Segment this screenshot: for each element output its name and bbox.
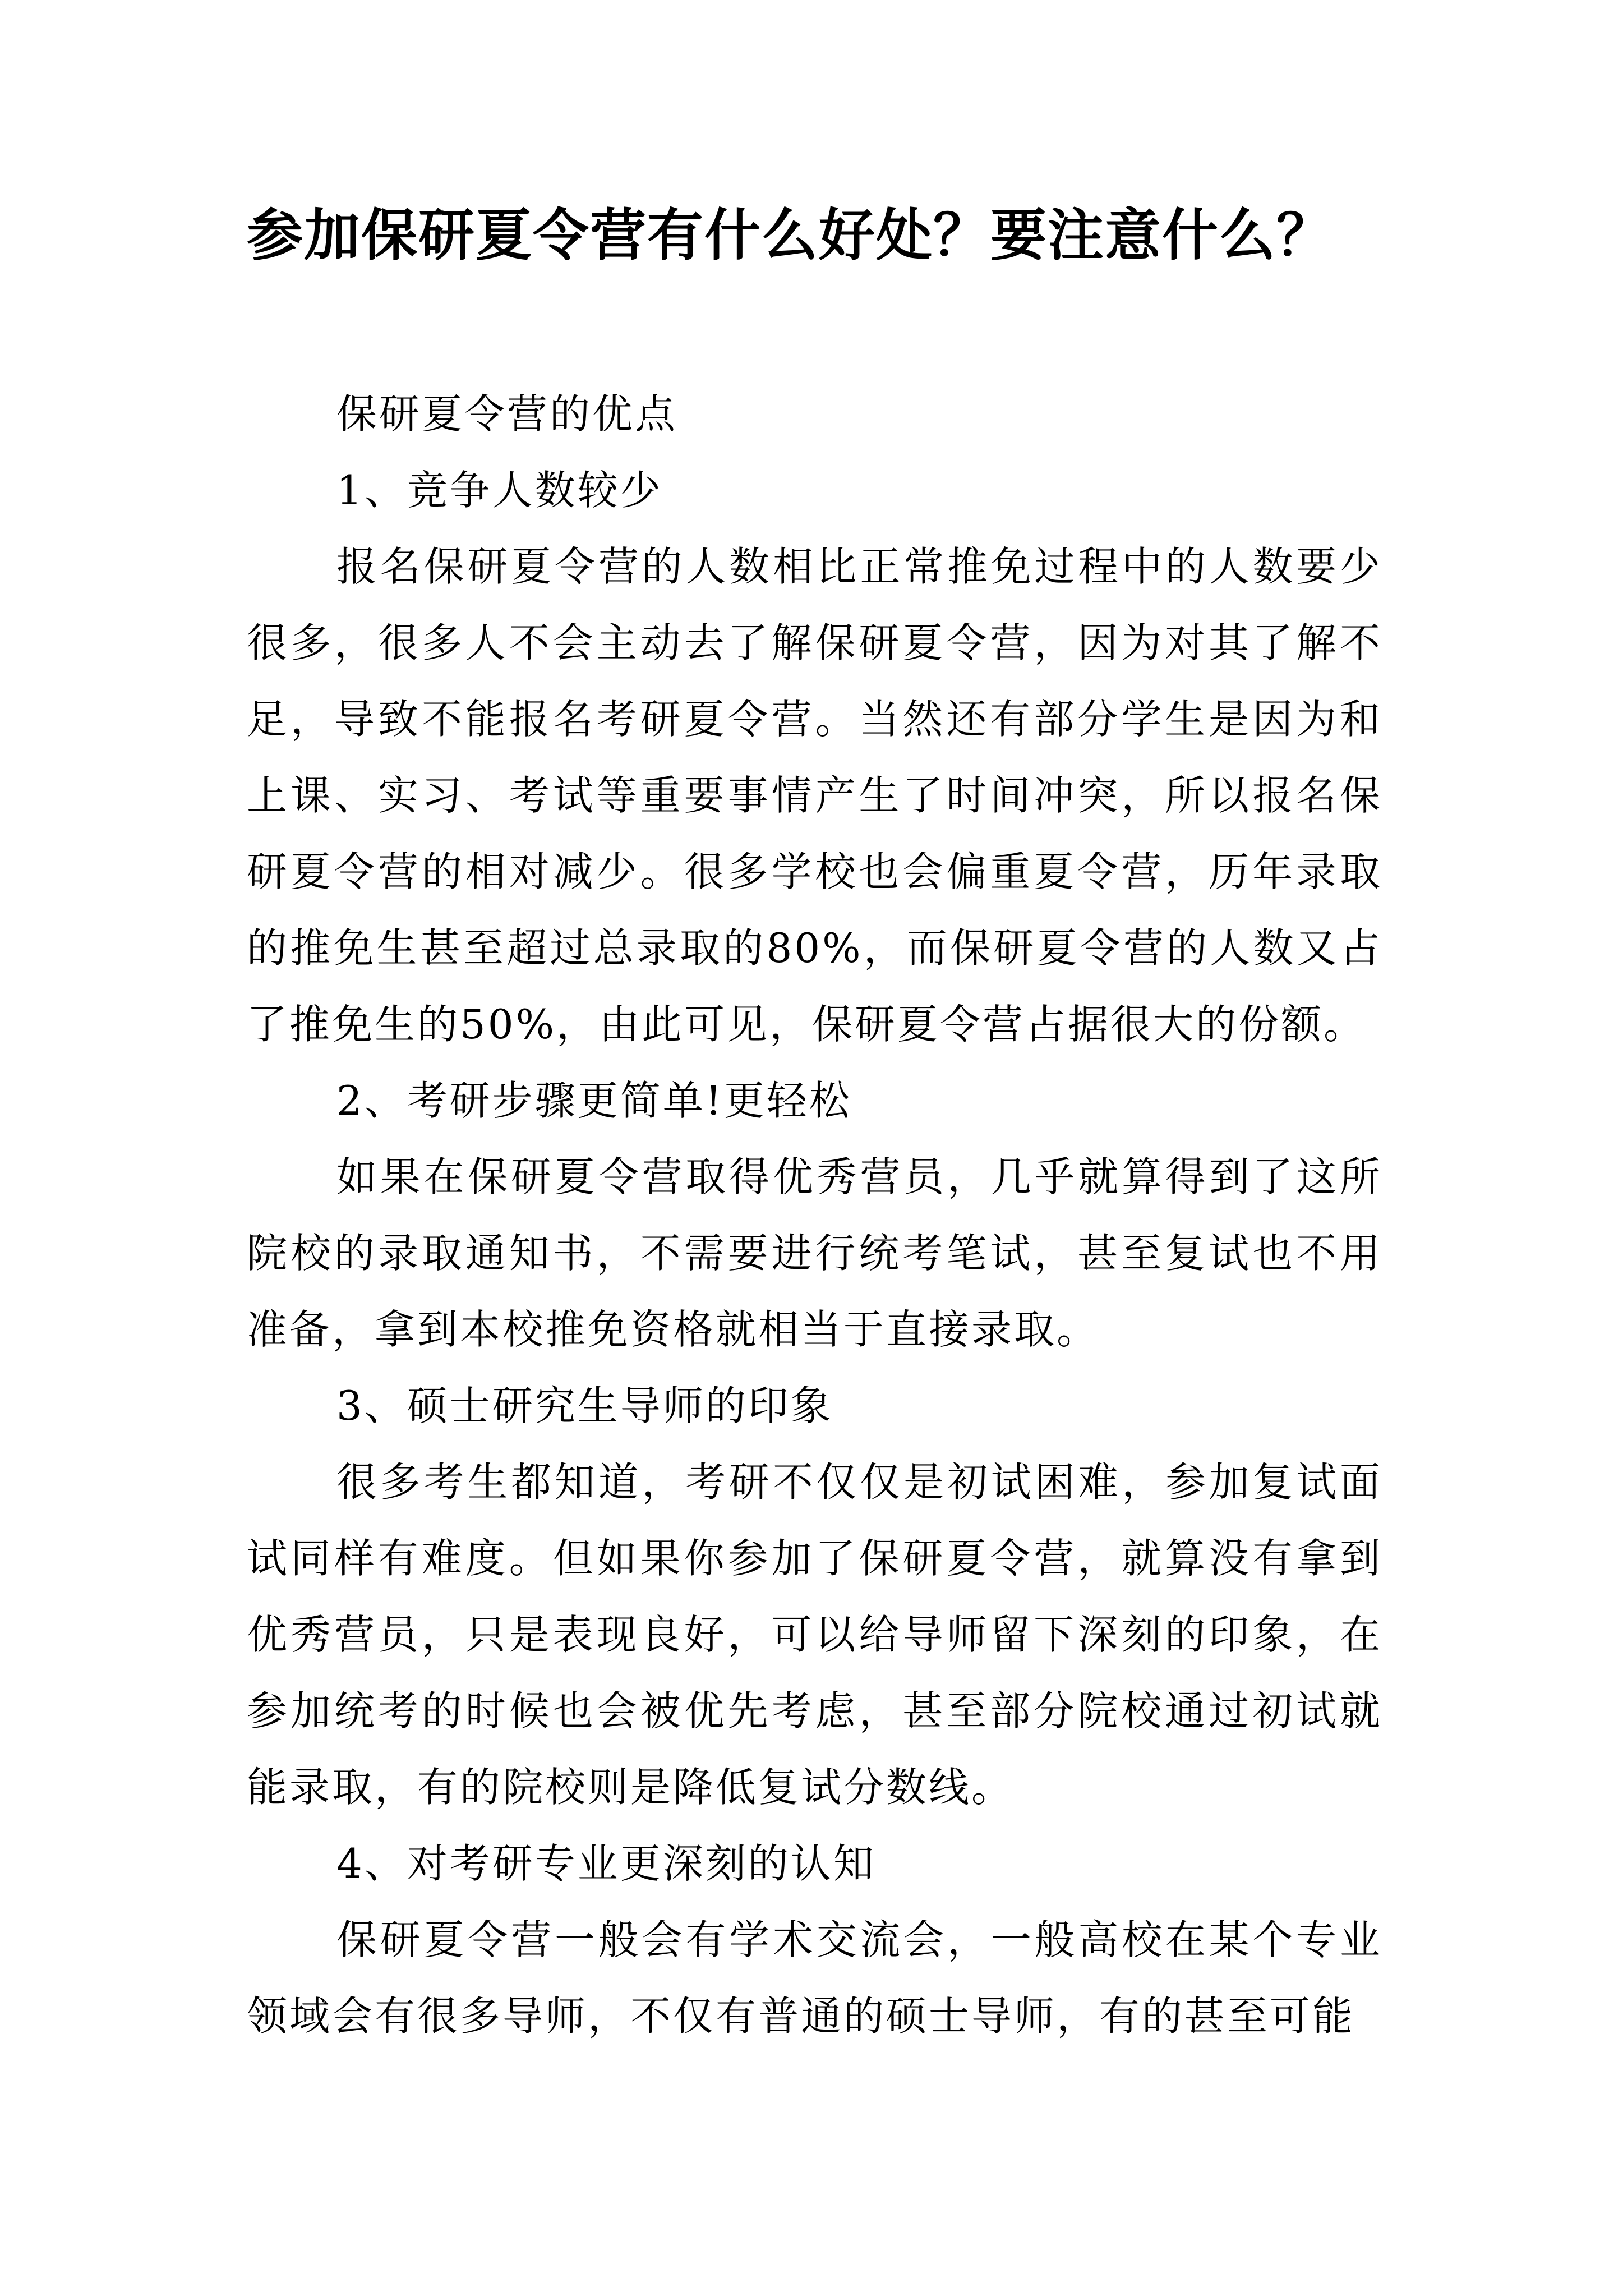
item-heading-4: 4、对考研专业更深刻的认知 (336, 1840, 876, 1887)
item-heading-3: 3、硕士研究生导师的印象 (336, 1382, 833, 1429)
item-paragraph-1: 报名保研夏令营的人数相比正常推免过程中的人数要少很多，很多人不会主动去了解保研夏令营，因为对其了解不足，导致不能报名考研夏令营。当然还有部分学生是因为和上课、实习、考试等重要事情产生了时间冲突，所以报名保研夏令营的相对减少。很多学校也会偏重夏令营，历年录取的推免生甚至超过总录取的80%，而保研夏令营的人数又占了推免生的50%，由此可见，保研夏令营占据很大的份额。 (247, 543, 1382, 1048)
item-paragraph-3: 很多考生都知道，考研不仅仅是初试困难，参加复试面试同样有难度。但如果你参加了保研夏令营，就算没有拿到优秀营员，只是表现良好，可以给导师留下深刻的印象，在参加统考的时候也会被优先考虑，甚至部分院校通过初试就能录取，有的院校则是降低复试分数线。 (247, 1458, 1382, 1811)
section-heading: 保研夏令营的优点 (336, 390, 678, 438)
document-body (247, 376, 1382, 2054)
item-heading-2: 2、考研步骤更简单!更轻松 (336, 1077, 852, 1124)
item-heading-1: 1、竞争人数较少 (336, 467, 663, 514)
item-paragraph-4: 保研夏令营一般会有学术交流会，一般高校在某个专业领域会有很多导师，不仅有普通的硕士导师，有的甚至可能 (247, 1916, 1382, 2040)
document-title: 参加保研夏令营有什么好处？要注意什么？ (247, 203, 1334, 268)
item-paragraph-2: 如果在保研夏令营取得优秀营员，几乎就算得到了这所院校的录取通知书，不需要进行统考笔试，甚至复试也不用准备，拿到本校推免资格就相当于直接录取。 (247, 1153, 1382, 1353)
